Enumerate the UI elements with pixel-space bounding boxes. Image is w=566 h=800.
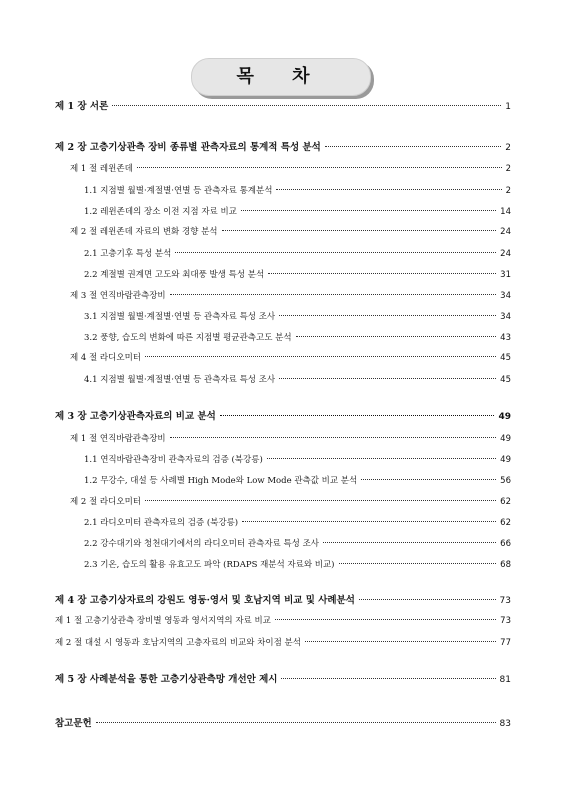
- dot-leader: [242, 521, 496, 522]
- toc-entry-label: 3.2 풍향, 습도의 변화에 따른 지점별 평균관측고도 분석: [84, 333, 292, 343]
- toc-entry-subsection[interactable]: [84, 373, 511, 385]
- toc-entry-page: 66: [500, 539, 511, 549]
- dot-leader: [281, 678, 495, 679]
- toc-entry-page: 73: [500, 616, 511, 626]
- toc-entry-label: 1.1 지점별 월별·계절별·연별 등 관측자료 통계분석: [84, 186, 273, 196]
- dot-leader: [96, 722, 496, 723]
- toc-entry-page: 14: [500, 207, 511, 217]
- dot-leader: [276, 189, 501, 190]
- toc-entry-page: 62: [500, 497, 511, 507]
- dot-leader: [279, 315, 496, 316]
- toc-entry-page: 43: [500, 333, 511, 343]
- toc-entry-chapter-3[interactable]: [55, 408, 511, 422]
- toc-entry-label: 제 1 장 서론: [55, 101, 109, 112]
- dot-leader: [145, 356, 496, 357]
- toc-entry-label: 제 4 장 고층기상자료의 강원도 영동·영서 및 호남지역 비교 및 사례분석: [55, 595, 355, 606]
- toc-entry-page: 2: [505, 143, 511, 153]
- toc-entry-subsection[interactable]: [84, 310, 511, 322]
- toc-entry-label: 4.1 지점별 월별·계절별·연별 등 관측자료 특성 조사: [84, 375, 276, 385]
- toc-entry-label: 제 4 절 라디오미터: [70, 353, 141, 363]
- toc-entry-label: 제 1 절 레윈존데: [70, 164, 133, 174]
- toc-entry-label: 제 2 절 레윈존데 자료의 변화 경향 분석: [70, 227, 218, 237]
- dot-leader: [112, 105, 501, 106]
- toc-entry-page: 68: [500, 560, 511, 570]
- toc-entry-subsection[interactable]: [84, 205, 511, 217]
- toc-entry-page: 73: [499, 596, 511, 606]
- toc-entry-page: 49: [500, 434, 511, 444]
- dot-leader: [170, 294, 497, 295]
- toc-entry-label: 1.2 레윈존데의 장소 이전 지점 자료 비교: [84, 207, 237, 217]
- toc-entry-page: 62: [500, 518, 511, 528]
- toc-entry-page: 2: [505, 164, 511, 174]
- toc-entry-page: 56: [500, 476, 511, 486]
- toc-entry-subsection[interactable]: [84, 268, 511, 280]
- dot-leader: [339, 563, 497, 564]
- toc-entry-label: 1.1 연직바람관측장비 관측자료의 검증 (북강릉): [84, 455, 263, 465]
- toc-title: 목 차: [191, 58, 371, 96]
- toc-entry-label: 제 3 장 고층기상관측자료의 비교 분석: [55, 411, 216, 422]
- dot-leader: [305, 641, 496, 642]
- dot-leader: [137, 167, 502, 168]
- dot-leader: [222, 230, 497, 231]
- toc-entry-section[interactable]: [70, 495, 511, 507]
- toc-entry-label: 제 1 절 고층기상관측 장비별 영동과 영서지역의 자료 비교: [55, 616, 271, 626]
- dot-leader: [175, 252, 496, 253]
- toc-entry-references[interactable]: [55, 715, 511, 729]
- toc-entry-label: 제 1 절 연직바람관측장비: [70, 434, 166, 444]
- toc-entry-page: 1: [505, 102, 511, 112]
- toc-entry-label: 2.1 고층기후 특성 분석: [84, 249, 172, 259]
- toc-entry-label: 2.2 계절별 권계면 고도와 최대풍 발생 특성 분석: [84, 270, 265, 280]
- toc-entry-page: 83: [499, 719, 511, 729]
- toc-entry-subsection[interactable]: [84, 453, 511, 465]
- toc-entry-label: 제 3 절 연직바람관측장비: [70, 291, 166, 301]
- toc-entry-page: 77: [500, 638, 511, 648]
- dot-leader: [361, 479, 496, 480]
- toc-entry-page: 24: [500, 249, 511, 259]
- toc-entry-page: 81: [499, 675, 511, 685]
- toc-entry-label: 2.3 기온, 습도의 활용 유효고도 파악 (RDAPS 재분석 자료와 비교): [84, 560, 335, 570]
- toc-entry-subsection[interactable]: [84, 184, 511, 196]
- toc-entry-subsection[interactable]: [84, 474, 511, 486]
- toc-entry-label: 3.1 지점별 월별·계절별·연별 등 관측자료 특성 조사: [84, 312, 276, 322]
- dot-leader: [325, 146, 501, 147]
- toc-entry-subsection[interactable]: [84, 331, 511, 343]
- dot-leader: [220, 415, 495, 416]
- dot-leader: [359, 599, 496, 600]
- toc-entry-subsection[interactable]: [84, 558, 511, 570]
- dot-leader: [145, 500, 496, 501]
- toc-entry-page: 2: [505, 186, 511, 196]
- toc-entry-page: 49: [500, 455, 511, 465]
- toc-entry-page: 34: [500, 312, 511, 322]
- toc-entry-section[interactable]: [55, 636, 511, 648]
- toc-entry-label: 2.1 라디오미터 관측자료의 검증 (북강릉): [84, 518, 239, 528]
- toc-entry-section[interactable]: [55, 614, 511, 626]
- toc-entry-subsection[interactable]: [84, 537, 511, 549]
- toc-entry-chapter-1[interactable]: [55, 98, 511, 112]
- toc-entry-section[interactable]: [70, 225, 511, 237]
- toc-entry-page: 49: [498, 412, 511, 422]
- toc-entry-chapter-5[interactable]: [55, 671, 511, 685]
- toc-entry-label: 참고문헌: [55, 718, 92, 729]
- toc-entry-section[interactable]: [70, 289, 511, 301]
- toc-entry-chapter-2[interactable]: [55, 139, 511, 153]
- toc-entry-chapter-4[interactable]: [55, 592, 511, 606]
- toc-entry-section[interactable]: [70, 351, 511, 363]
- toc-entry-section[interactable]: [70, 432, 511, 444]
- dot-leader: [268, 273, 496, 274]
- toc-entry-label: 1.2 무강수, 대설 등 사례별 High Mode와 Low Mode 관측값 비교 분석: [84, 476, 358, 486]
- dot-leader: [267, 458, 496, 459]
- toc-entry-subsection[interactable]: [84, 247, 511, 259]
- dot-leader: [296, 336, 497, 337]
- toc-entry-page: 45: [500, 353, 511, 363]
- toc-entry-label: 제 2 절 대설 시 영동과 호남지역의 고층자료의 비교와 차이점 분석: [55, 638, 301, 648]
- dot-leader: [241, 210, 496, 211]
- toc-entry-page: 24: [500, 227, 511, 237]
- toc-entry-page: 34: [500, 291, 511, 301]
- toc-entry-label: 제 2 장 고층기상관측 장비 종류별 관측자료의 통계적 특성 분석: [55, 142, 321, 153]
- dot-leader: [323, 542, 496, 543]
- dot-leader: [279, 378, 496, 379]
- toc-entry-page: 45: [500, 375, 511, 385]
- toc-entry-subsection[interactable]: [84, 516, 511, 528]
- toc-entry-label: 제 5 장 사례분석을 통한 고층기상관측망 개선안 제시: [55, 674, 278, 685]
- toc-entry-section[interactable]: [70, 162, 511, 174]
- toc-entry-label: 2.2 강수대기와 청천대기에서의 라디오미터 관측자료 특성 조사: [84, 539, 320, 549]
- dot-leader: [170, 437, 497, 438]
- toc-entry-label: 제 2 절 라디오미터: [70, 497, 141, 507]
- toc-entry-page: 31: [500, 270, 511, 280]
- dot-leader: [275, 619, 496, 620]
